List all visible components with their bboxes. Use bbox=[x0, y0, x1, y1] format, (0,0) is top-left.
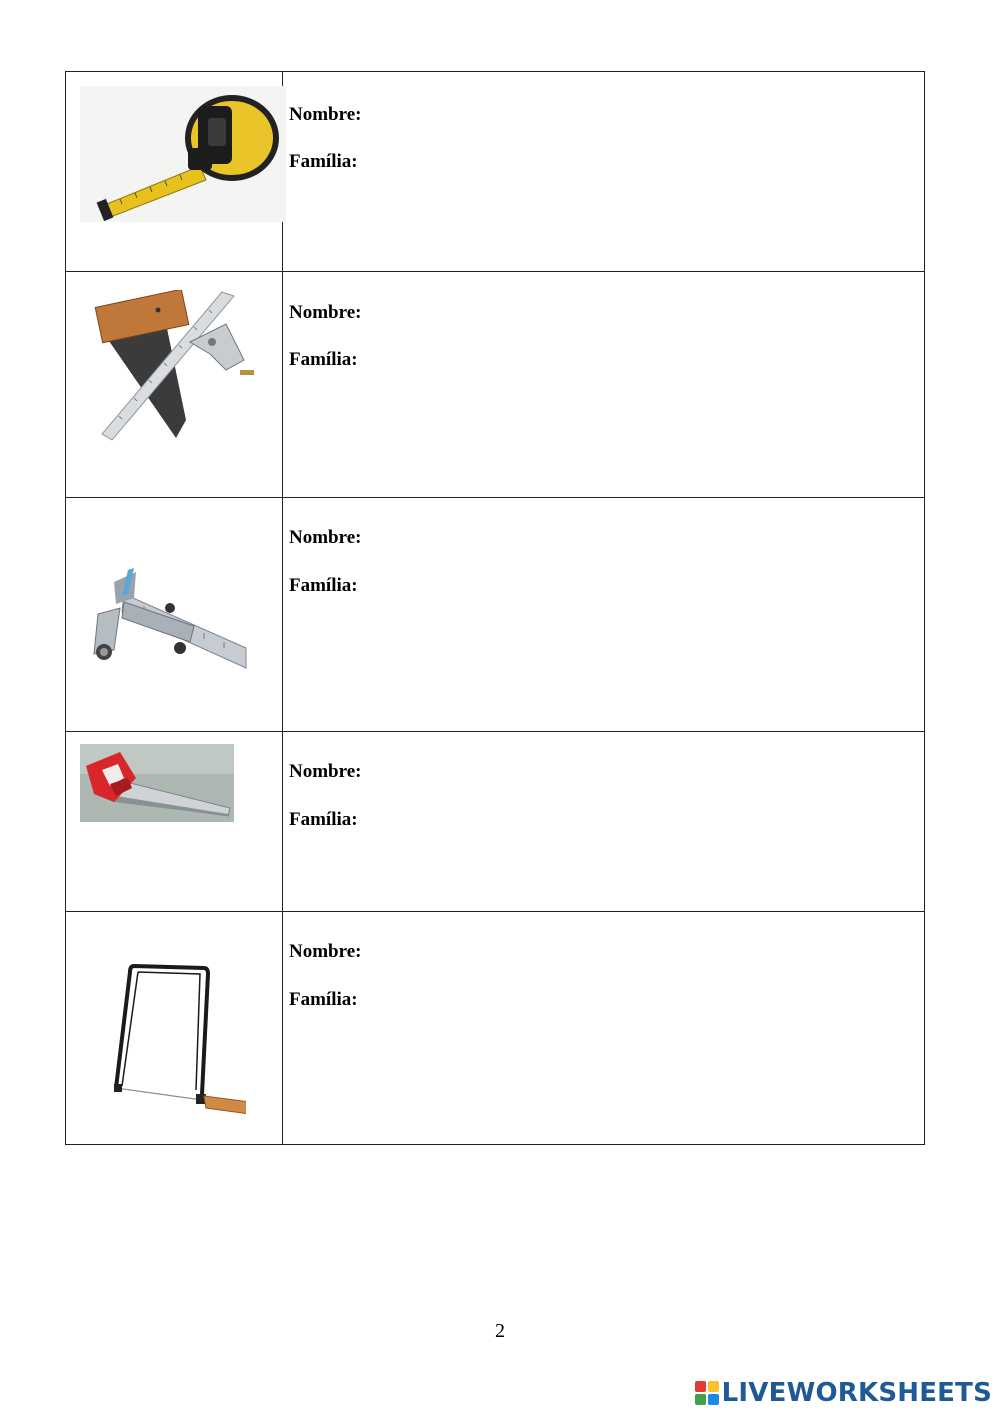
image-cell bbox=[66, 272, 283, 498]
image-cell bbox=[66, 732, 283, 912]
hand-saw-image bbox=[80, 744, 234, 822]
family-label: Família: bbox=[289, 809, 358, 830]
family-label: Família: bbox=[289, 989, 358, 1010]
name-label: Nombre: bbox=[289, 941, 362, 962]
family-label: Família: bbox=[289, 349, 358, 370]
name-label: Nombre: bbox=[289, 527, 362, 548]
table-row bbox=[66, 272, 925, 498]
vernier-caliper-image bbox=[84, 568, 250, 674]
page-number: 2 bbox=[495, 1320, 505, 1342]
family-label: Família: bbox=[289, 575, 358, 596]
answer-cell bbox=[283, 912, 925, 1145]
liveworksheets-brand[interactable] bbox=[695, 1378, 992, 1408]
answer-cell bbox=[283, 272, 925, 498]
coping-saw-image bbox=[110, 962, 246, 1126]
table-row bbox=[66, 912, 925, 1145]
table-row bbox=[66, 72, 925, 272]
worksheet-table bbox=[65, 71, 925, 1145]
combination-square-image bbox=[94, 290, 264, 446]
family-label: Família: bbox=[289, 151, 358, 172]
image-cell bbox=[66, 912, 283, 1145]
image-cell bbox=[66, 72, 283, 272]
name-label: Nombre: bbox=[289, 761, 362, 782]
name-label: Nombre: bbox=[289, 302, 362, 323]
name-label: Nombre: bbox=[289, 104, 362, 125]
table-row bbox=[66, 498, 925, 732]
image-cell bbox=[66, 498, 283, 732]
answer-cell bbox=[283, 732, 925, 912]
liveworksheets-logo-icon bbox=[695, 1381, 719, 1405]
brand-name: LIVEWORKSHEETS bbox=[721, 1378, 992, 1408]
answer-cell bbox=[283, 72, 925, 272]
table-row bbox=[66, 732, 925, 912]
answer-cell bbox=[283, 498, 925, 732]
tape-measure-image bbox=[80, 86, 286, 222]
